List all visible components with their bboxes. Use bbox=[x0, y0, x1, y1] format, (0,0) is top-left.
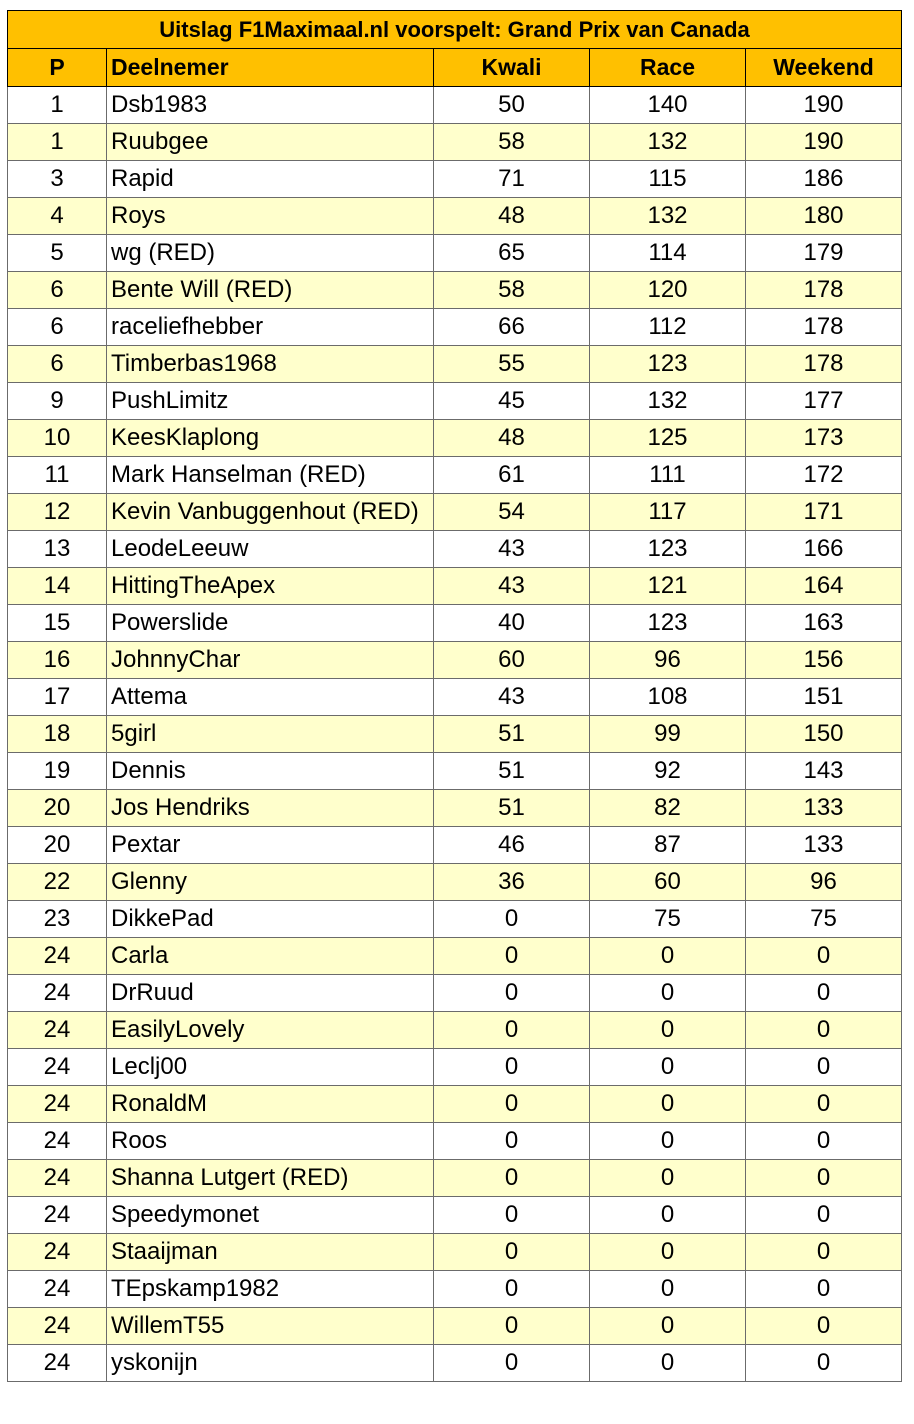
weekend-cell: 150 bbox=[746, 716, 902, 753]
kwali-cell: 0 bbox=[434, 1345, 590, 1382]
weekend-cell: 178 bbox=[746, 272, 902, 309]
race-cell: 140 bbox=[590, 87, 746, 124]
position-cell: 13 bbox=[8, 531, 107, 568]
race-cell: 0 bbox=[590, 1197, 746, 1234]
participant-cell: Leclj00 bbox=[107, 1049, 434, 1086]
position-cell: 15 bbox=[8, 605, 107, 642]
kwali-cell: 0 bbox=[434, 938, 590, 975]
participant-cell: KeesKlaplong bbox=[107, 420, 434, 457]
weekend-cell: 0 bbox=[746, 1160, 902, 1197]
weekend-cell: 0 bbox=[746, 1086, 902, 1123]
participant-cell: HittingTheApex bbox=[107, 568, 434, 605]
race-cell: 92 bbox=[590, 753, 746, 790]
kwali-cell: 65 bbox=[434, 235, 590, 272]
kwali-cell: 60 bbox=[434, 642, 590, 679]
kwali-cell: 58 bbox=[434, 124, 590, 161]
weekend-cell: 0 bbox=[746, 1234, 902, 1271]
race-cell: 0 bbox=[590, 1049, 746, 1086]
table-row bbox=[8, 198, 902, 235]
kwali-cell: 43 bbox=[434, 531, 590, 568]
participant-cell: 5girl bbox=[107, 716, 434, 753]
kwali-cell: 0 bbox=[434, 1197, 590, 1234]
kwali-cell: 51 bbox=[434, 753, 590, 790]
weekend-cell: 0 bbox=[746, 1012, 902, 1049]
race-cell: 132 bbox=[590, 124, 746, 161]
position-cell: 24 bbox=[8, 1123, 107, 1160]
table-row bbox=[8, 568, 902, 605]
weekend-cell: 133 bbox=[746, 827, 902, 864]
participant-cell: RonaldM bbox=[107, 1086, 434, 1123]
kwali-cell: 46 bbox=[434, 827, 590, 864]
weekend-cell: 178 bbox=[746, 346, 902, 383]
race-cell: 125 bbox=[590, 420, 746, 457]
table-row bbox=[8, 272, 902, 309]
position-cell: 4 bbox=[8, 198, 107, 235]
kwali-cell: 0 bbox=[434, 1086, 590, 1123]
race-cell: 121 bbox=[590, 568, 746, 605]
participant-cell: Jos Hendriks bbox=[107, 790, 434, 827]
table-row bbox=[8, 1160, 902, 1197]
header-kwali: Kwali bbox=[434, 49, 590, 87]
participant-cell: DrRuud bbox=[107, 975, 434, 1012]
participant-cell: Attema bbox=[107, 679, 434, 716]
kwali-cell: 0 bbox=[434, 901, 590, 938]
race-cell: 0 bbox=[590, 1012, 746, 1049]
participant-cell: yskonijn bbox=[107, 1345, 434, 1382]
table-row bbox=[8, 975, 902, 1012]
position-cell: 12 bbox=[8, 494, 107, 531]
kwali-cell: 50 bbox=[434, 87, 590, 124]
position-cell: 6 bbox=[8, 346, 107, 383]
results-sheet bbox=[7, 10, 901, 1382]
weekend-cell: 0 bbox=[746, 1271, 902, 1308]
weekend-cell: 0 bbox=[746, 975, 902, 1012]
weekend-cell: 0 bbox=[746, 1123, 902, 1160]
header-participant: Deelnemer bbox=[107, 49, 434, 87]
race-cell: 123 bbox=[590, 605, 746, 642]
position-cell: 20 bbox=[8, 827, 107, 864]
weekend-cell: 166 bbox=[746, 531, 902, 568]
table-row bbox=[8, 938, 902, 975]
participant-cell: Glenny bbox=[107, 864, 434, 901]
participant-cell: Timberbas1968 bbox=[107, 346, 434, 383]
header-race: Race bbox=[590, 49, 746, 87]
race-cell: 60 bbox=[590, 864, 746, 901]
weekend-cell: 0 bbox=[746, 1345, 902, 1382]
race-cell: 132 bbox=[590, 198, 746, 235]
position-cell: 11 bbox=[8, 457, 107, 494]
weekend-cell: 186 bbox=[746, 161, 902, 198]
race-cell: 111 bbox=[590, 457, 746, 494]
table-row bbox=[8, 1049, 902, 1086]
participant-cell: Staaijman bbox=[107, 1234, 434, 1271]
participant-cell: EasilyLovely bbox=[107, 1012, 434, 1049]
race-cell: 0 bbox=[590, 975, 746, 1012]
participant-cell: Mark Hanselman (RED) bbox=[107, 457, 434, 494]
position-cell: 16 bbox=[8, 642, 107, 679]
table-row bbox=[8, 124, 902, 161]
table-row bbox=[8, 531, 902, 568]
weekend-cell: 96 bbox=[746, 864, 902, 901]
race-cell: 0 bbox=[590, 1123, 746, 1160]
participant-cell: Roys bbox=[107, 198, 434, 235]
position-cell: 6 bbox=[8, 309, 107, 346]
race-cell: 87 bbox=[590, 827, 746, 864]
race-cell: 0 bbox=[590, 1345, 746, 1382]
table-row bbox=[8, 346, 902, 383]
race-cell: 0 bbox=[590, 1160, 746, 1197]
participant-cell: Shanna Lutgert (RED) bbox=[107, 1160, 434, 1197]
table-row bbox=[8, 1123, 902, 1160]
participant-cell: JohnnyChar bbox=[107, 642, 434, 679]
position-cell: 9 bbox=[8, 383, 107, 420]
table-row bbox=[8, 1308, 902, 1345]
table-row bbox=[8, 753, 902, 790]
participant-cell: raceliefhebber bbox=[107, 309, 434, 346]
race-cell: 123 bbox=[590, 531, 746, 568]
position-cell: 1 bbox=[8, 124, 107, 161]
header-weekend: Weekend bbox=[746, 49, 902, 87]
weekend-cell: 156 bbox=[746, 642, 902, 679]
position-cell: 17 bbox=[8, 679, 107, 716]
position-cell: 24 bbox=[8, 1345, 107, 1382]
position-cell: 24 bbox=[8, 1160, 107, 1197]
position-cell: 10 bbox=[8, 420, 107, 457]
title-row bbox=[8, 11, 902, 49]
kwali-cell: 61 bbox=[434, 457, 590, 494]
kwali-cell: 0 bbox=[434, 975, 590, 1012]
kwali-cell: 0 bbox=[434, 1123, 590, 1160]
participant-cell: DikkePad bbox=[107, 901, 434, 938]
participant-cell: WillemT55 bbox=[107, 1308, 434, 1345]
participant-cell: Carla bbox=[107, 938, 434, 975]
table-row bbox=[8, 420, 902, 457]
table-row bbox=[8, 1012, 902, 1049]
kwali-cell: 0 bbox=[434, 1308, 590, 1345]
participant-cell: LeodeLeeuw bbox=[107, 531, 434, 568]
position-cell: 18 bbox=[8, 716, 107, 753]
race-cell: 96 bbox=[590, 642, 746, 679]
race-cell: 120 bbox=[590, 272, 746, 309]
weekend-cell: 143 bbox=[746, 753, 902, 790]
race-cell: 0 bbox=[590, 1234, 746, 1271]
position-cell: 6 bbox=[8, 272, 107, 309]
weekend-cell: 173 bbox=[746, 420, 902, 457]
weekend-cell: 0 bbox=[746, 938, 902, 975]
table-row bbox=[8, 161, 902, 198]
participant-cell: Pextar bbox=[107, 827, 434, 864]
kwali-cell: 0 bbox=[434, 1271, 590, 1308]
table-row bbox=[8, 642, 902, 679]
position-cell: 24 bbox=[8, 1049, 107, 1086]
weekend-cell: 179 bbox=[746, 235, 902, 272]
position-cell: 24 bbox=[8, 1271, 107, 1308]
weekend-cell: 177 bbox=[746, 383, 902, 420]
position-cell: 14 bbox=[8, 568, 107, 605]
kwali-cell: 0 bbox=[434, 1234, 590, 1271]
weekend-cell: 151 bbox=[746, 679, 902, 716]
participant-cell: Bente Will (RED) bbox=[107, 272, 434, 309]
participant-cell: Powerslide bbox=[107, 605, 434, 642]
participant-cell: Ruubgee bbox=[107, 124, 434, 161]
race-cell: 0 bbox=[590, 938, 746, 975]
position-cell: 22 bbox=[8, 864, 107, 901]
kwali-cell: 48 bbox=[434, 420, 590, 457]
kwali-cell: 51 bbox=[434, 790, 590, 827]
participant-cell: Roos bbox=[107, 1123, 434, 1160]
weekend-cell: 133 bbox=[746, 790, 902, 827]
table-row bbox=[8, 605, 902, 642]
race-cell: 99 bbox=[590, 716, 746, 753]
weekend-cell: 190 bbox=[746, 87, 902, 124]
participant-cell: wg (RED) bbox=[107, 235, 434, 272]
weekend-cell: 171 bbox=[746, 494, 902, 531]
kwali-cell: 55 bbox=[434, 346, 590, 383]
participant-cell: Speedymonet bbox=[107, 1197, 434, 1234]
kwali-cell: 48 bbox=[434, 198, 590, 235]
race-cell: 75 bbox=[590, 901, 746, 938]
table-row bbox=[8, 1271, 902, 1308]
weekend-cell: 0 bbox=[746, 1308, 902, 1345]
kwali-cell: 0 bbox=[434, 1049, 590, 1086]
position-cell: 3 bbox=[8, 161, 107, 198]
weekend-cell: 0 bbox=[746, 1049, 902, 1086]
table-row bbox=[8, 383, 902, 420]
position-cell: 24 bbox=[8, 1197, 107, 1234]
participant-cell: PushLimitz bbox=[107, 383, 434, 420]
weekend-cell: 163 bbox=[746, 605, 902, 642]
weekend-cell: 75 bbox=[746, 901, 902, 938]
table-row bbox=[8, 679, 902, 716]
race-cell: 82 bbox=[590, 790, 746, 827]
race-cell: 123 bbox=[590, 346, 746, 383]
race-cell: 112 bbox=[590, 309, 746, 346]
race-cell: 0 bbox=[590, 1086, 746, 1123]
table-title: Uitslag F1Maximaal.nl voorspelt: Grand Prix van Canada bbox=[8, 11, 902, 49]
kwali-cell: 51 bbox=[434, 716, 590, 753]
table-row bbox=[8, 235, 902, 272]
kwali-cell: 45 bbox=[434, 383, 590, 420]
position-cell: 19 bbox=[8, 753, 107, 790]
weekend-cell: 178 bbox=[746, 309, 902, 346]
table-row bbox=[8, 790, 902, 827]
kwali-cell: 0 bbox=[434, 1012, 590, 1049]
kwali-cell: 54 bbox=[434, 494, 590, 531]
position-cell: 20 bbox=[8, 790, 107, 827]
position-cell: 24 bbox=[8, 975, 107, 1012]
race-cell: 132 bbox=[590, 383, 746, 420]
kwali-cell: 43 bbox=[434, 679, 590, 716]
table-row bbox=[8, 1197, 902, 1234]
position-cell: 24 bbox=[8, 1234, 107, 1271]
participant-cell: TEpskamp1982 bbox=[107, 1271, 434, 1308]
weekend-cell: 0 bbox=[746, 1197, 902, 1234]
kwali-cell: 71 bbox=[434, 161, 590, 198]
race-cell: 108 bbox=[590, 679, 746, 716]
table-row bbox=[8, 1345, 902, 1382]
weekend-cell: 190 bbox=[746, 124, 902, 161]
table-row bbox=[8, 1086, 902, 1123]
position-cell: 5 bbox=[8, 235, 107, 272]
race-cell: 0 bbox=[590, 1308, 746, 1345]
table-row bbox=[8, 87, 902, 124]
race-cell: 0 bbox=[590, 1271, 746, 1308]
weekend-cell: 180 bbox=[746, 198, 902, 235]
header-row bbox=[8, 49, 902, 87]
kwali-cell: 40 bbox=[434, 605, 590, 642]
table-row bbox=[8, 901, 902, 938]
weekend-cell: 172 bbox=[746, 457, 902, 494]
position-cell: 24 bbox=[8, 938, 107, 975]
table-row bbox=[8, 309, 902, 346]
table-row bbox=[8, 494, 902, 531]
participant-cell: Kevin Vanbuggenhout (RED) bbox=[107, 494, 434, 531]
kwali-cell: 36 bbox=[434, 864, 590, 901]
position-cell: 24 bbox=[8, 1308, 107, 1345]
position-cell: 24 bbox=[8, 1086, 107, 1123]
results-table bbox=[7, 10, 902, 1382]
race-cell: 115 bbox=[590, 161, 746, 198]
kwali-cell: 43 bbox=[434, 568, 590, 605]
race-cell: 117 bbox=[590, 494, 746, 531]
kwali-cell: 66 bbox=[434, 309, 590, 346]
participant-cell: Dsb1983 bbox=[107, 87, 434, 124]
table-row bbox=[8, 716, 902, 753]
kwali-cell: 0 bbox=[434, 1160, 590, 1197]
participant-cell: Rapid bbox=[107, 161, 434, 198]
position-cell: 23 bbox=[8, 901, 107, 938]
position-cell: 24 bbox=[8, 1012, 107, 1049]
table-row bbox=[8, 827, 902, 864]
table-row bbox=[8, 864, 902, 901]
position-cell: 1 bbox=[8, 87, 107, 124]
results-body bbox=[8, 87, 902, 1382]
table-row bbox=[8, 1234, 902, 1271]
kwali-cell: 58 bbox=[434, 272, 590, 309]
race-cell: 114 bbox=[590, 235, 746, 272]
weekend-cell: 164 bbox=[746, 568, 902, 605]
participant-cell: Dennis bbox=[107, 753, 434, 790]
table-row bbox=[8, 457, 902, 494]
header-position: P bbox=[8, 49, 107, 87]
